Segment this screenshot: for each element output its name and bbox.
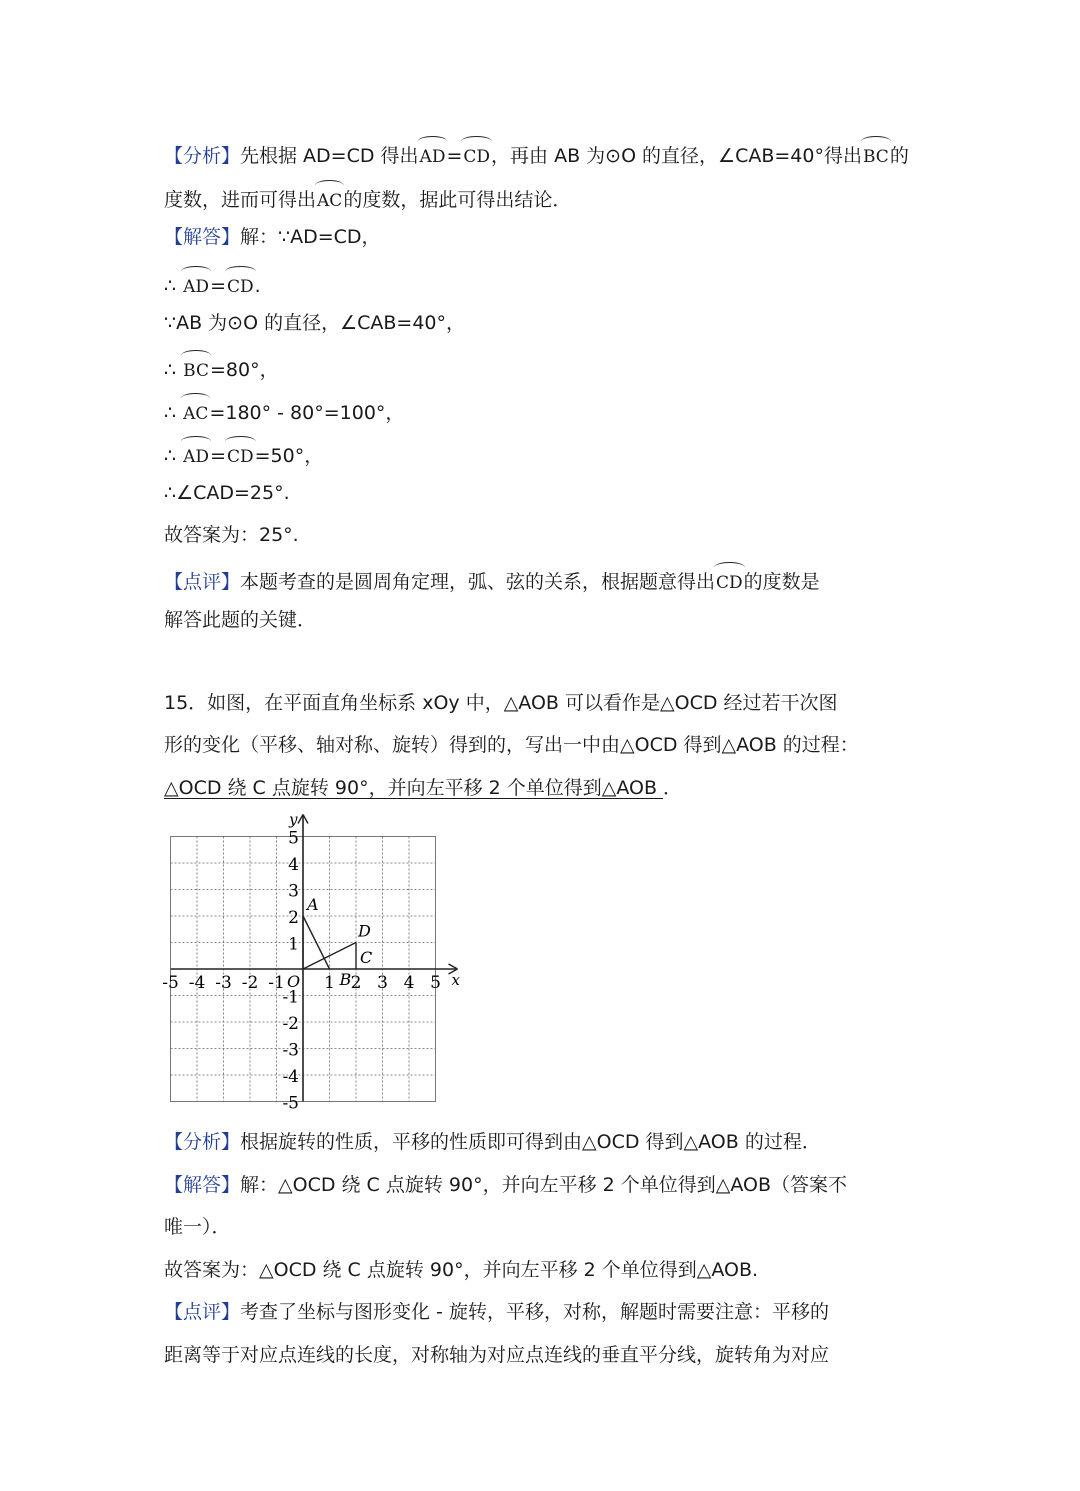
analysis-15 bbox=[164, 1127, 821, 1157]
x-tick-label: -5 bbox=[162, 973, 179, 993]
period: ． bbox=[663, 777, 683, 799]
solution-tag: 【解答】 bbox=[164, 226, 241, 248]
equals: = bbox=[446, 145, 463, 167]
y-tick-label: -4 bbox=[282, 1067, 299, 1087]
x-tick-label: 3 bbox=[377, 973, 388, 993]
comment-line-2: 解答此题的关键． bbox=[164, 609, 317, 631]
coordinate-plane-figure bbox=[158, 808, 468, 1118]
solution-15-line-1 bbox=[164, 1170, 847, 1200]
solution-line-2 bbox=[164, 266, 261, 302]
arc-ad: AD bbox=[182, 442, 210, 472]
arc-bc: BC bbox=[862, 142, 890, 172]
equals: = bbox=[210, 445, 226, 467]
solution-line-1 bbox=[164, 222, 381, 252]
x-tick-label: -4 bbox=[188, 973, 206, 993]
therefore: ∴ bbox=[164, 275, 177, 297]
text: 本题考查的是圆周角定理，弧、弦的关系，根据题意得出 bbox=[240, 571, 716, 593]
comment-15-line-1 bbox=[164, 1297, 829, 1327]
y-tick-label: 1 bbox=[288, 934, 299, 955]
solution-line-7: ∴∠CAD=25°. bbox=[164, 482, 290, 504]
therefore: ∴ bbox=[164, 402, 177, 424]
therefore: ∴ bbox=[164, 445, 177, 467]
text: 度数，进而可得出 bbox=[164, 189, 317, 211]
point-label-c: C bbox=[360, 948, 373, 967]
y-tick-label: -5 bbox=[282, 1093, 299, 1114]
x-tick-label: 5 bbox=[430, 973, 441, 993]
x-tick-label: -3 bbox=[215, 973, 232, 993]
text: 解：∵AD=CD， bbox=[240, 226, 381, 248]
question-15-line-2: 形的变化（平移、轴对称、旋转）得到的，写出一中由△OCD 得到△AOB 的过程： bbox=[164, 734, 859, 756]
analysis-line-1 bbox=[164, 136, 909, 172]
text: 的 bbox=[889, 145, 909, 167]
y-axis-label: y bbox=[289, 810, 298, 829]
comment-tag: 【点评】 bbox=[164, 1301, 241, 1323]
arc-cd: CD bbox=[462, 142, 491, 172]
arc-cd: CD bbox=[715, 568, 744, 598]
y-tick-label: 2 bbox=[288, 908, 299, 928]
y-tick-label: -3 bbox=[282, 1040, 299, 1061]
arc-ad: AD bbox=[419, 142, 447, 172]
answer-line: 故答案为：25°. bbox=[164, 524, 299, 546]
text: ，再由 AB 为⊙O 的直径，∠CAB=40°得出 bbox=[491, 145, 862, 167]
arc-ac: AC bbox=[316, 186, 343, 216]
point-label-d: D bbox=[358, 921, 371, 941]
x-tick-label: 2 bbox=[350, 973, 362, 993]
text: 根据旋转的性质，平移的性质即可得到由△OCD 得到△AOB 的过程． bbox=[240, 1131, 821, 1153]
comment-tag: 【点评】 bbox=[164, 571, 241, 593]
analysis-tag: 【分析】 bbox=[164, 145, 241, 167]
point-label-a: A bbox=[307, 895, 319, 914]
y-tick-label: -2 bbox=[282, 1014, 299, 1034]
arc-cd: CD bbox=[226, 442, 255, 472]
point-labels bbox=[305, 895, 372, 989]
question-15-answer bbox=[164, 773, 682, 803]
solution-line-5 bbox=[164, 393, 404, 429]
arc-ac: AC bbox=[182, 399, 209, 429]
text: =80°， bbox=[209, 359, 279, 381]
arc-bc: BC bbox=[182, 356, 210, 386]
arc-cd: CD bbox=[226, 272, 255, 302]
origin-label: O bbox=[287, 972, 301, 991]
text: =180° - 80°=100°， bbox=[209, 402, 405, 424]
y-tick-label: 3 bbox=[288, 881, 299, 902]
analysis-line-2 bbox=[164, 180, 571, 216]
period: . bbox=[254, 275, 261, 297]
tick-labels bbox=[162, 829, 441, 1114]
solution-line-6 bbox=[164, 436, 323, 472]
comment-15-line-2: 距离等于对应点连线的长度，对称轴为对应点连线的垂直平分线，旋转角为对应 bbox=[164, 1344, 830, 1366]
x-tick-label: 4 bbox=[403, 973, 415, 993]
y-tick-label: 5 bbox=[288, 828, 299, 849]
question-15-line-1: 15．如图，在平面直角坐标系 xOy 中，△AOB 可以看作是△OCD 经过若干次图 bbox=[164, 692, 838, 714]
x-tick-label: 1 bbox=[324, 973, 335, 993]
arc-ad: AD bbox=[182, 272, 210, 302]
solution-15-line-2: 唯一）． bbox=[164, 1216, 231, 1238]
therefore: ∴ bbox=[164, 359, 177, 381]
text: 先根据 AD=CD 得出 bbox=[240, 145, 419, 167]
axes bbox=[171, 811, 461, 1102]
x-tick-label: -1 bbox=[268, 973, 285, 993]
y-tick-label: -1 bbox=[282, 987, 299, 1008]
solution-line-4 bbox=[164, 350, 279, 386]
answer-15-line: 故答案为：△OCD 绕 C 点旋转 90°，并向左平移 2 个单位得到△AOB. bbox=[164, 1259, 759, 1281]
x-axis-label: x bbox=[451, 971, 460, 989]
analysis-tag: 【分析】 bbox=[164, 1131, 241, 1153]
point-label-b: B bbox=[339, 970, 352, 989]
solution-tag: 【解答】 bbox=[164, 1174, 241, 1196]
y-tick-label: 4 bbox=[288, 855, 299, 875]
text: 的度数，据此可得出结论． bbox=[343, 189, 572, 211]
solution-line-3: ∵AB 为⊙O 的直径，∠CAB=40°， bbox=[164, 312, 466, 334]
equals: = bbox=[210, 275, 226, 297]
text: 的度数是 bbox=[743, 571, 820, 593]
comment-line-1 bbox=[164, 562, 820, 598]
x-tick-label: -2 bbox=[241, 973, 259, 993]
text: 解：△OCD 绕 C 点旋转 90°，并向左平移 2 个单位得到△AOB（答案不 bbox=[240, 1174, 848, 1196]
answer-blank: △OCD 绕 C 点旋转 90°，并向左平移 2 个单位得到△AOB bbox=[164, 777, 664, 799]
text: 考查了坐标与图形变化 - 旋转，平移，对称，解题时需要注意：平移的 bbox=[240, 1301, 829, 1323]
text: =50°， bbox=[254, 445, 324, 467]
